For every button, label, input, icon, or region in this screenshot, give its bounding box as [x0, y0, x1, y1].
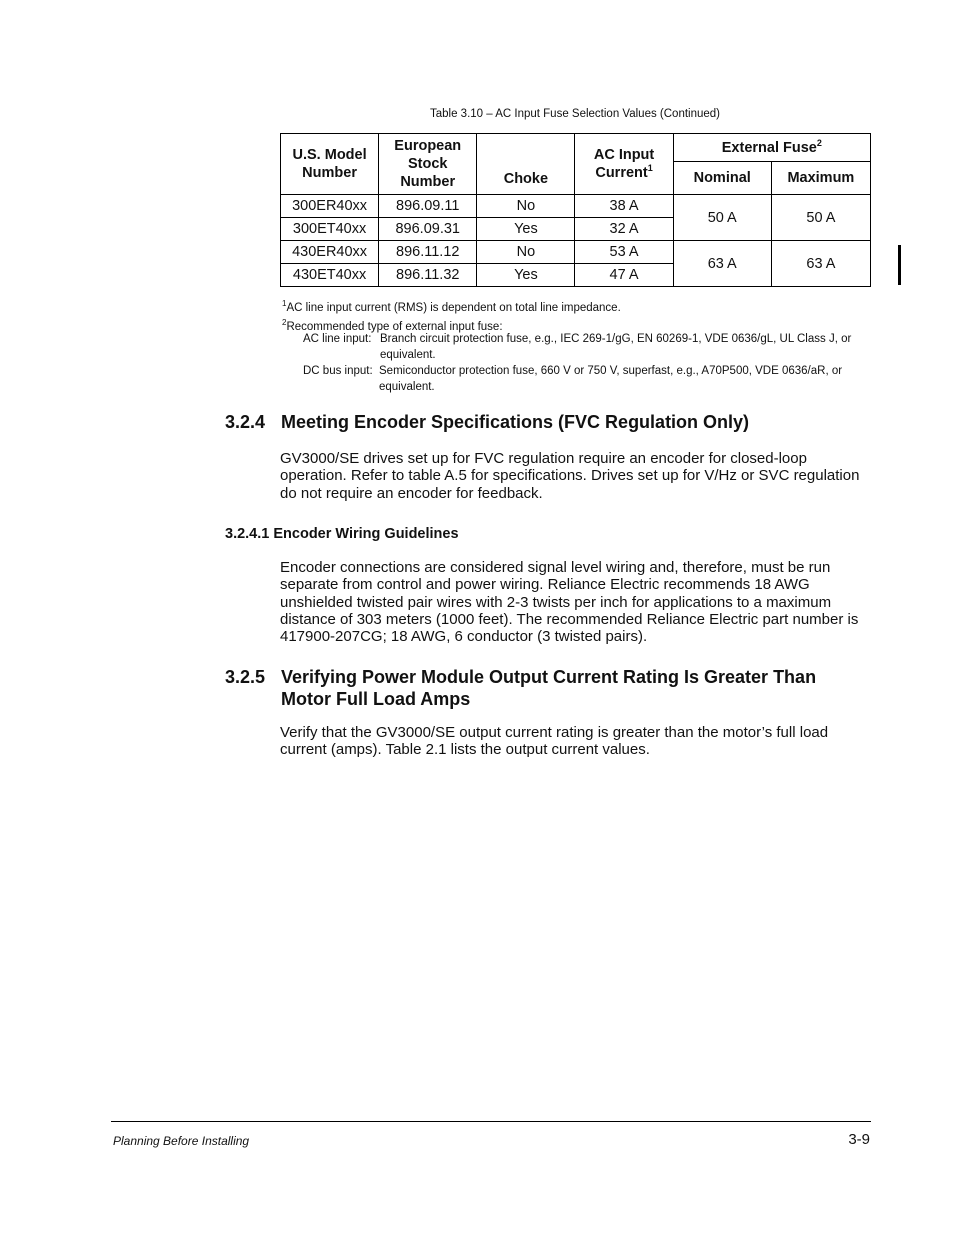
cell-maximum: 50 A: [771, 195, 870, 241]
page-number: 3-9: [848, 1131, 870, 1148]
cell-choke: Yes: [477, 264, 575, 287]
cell-european-stock: 896.09.31: [379, 218, 477, 241]
cell-us-model: 300ER40xx: [281, 195, 379, 218]
table-caption: Table 3.10 – AC Input Fuse Selection Values (Continued): [429, 108, 721, 120]
section-number: 3.2.5: [225, 667, 266, 687]
cell-choke: No: [477, 241, 575, 264]
section-heading-3-2-5: [225, 666, 875, 712]
footnote-text: Branch circuit protection fuse, e.g., IEC 269-1/gG, EN 60269-1, VDE 0636/gL, UL Class J, or equivalent.: [380, 333, 852, 361]
change-bar: [898, 245, 901, 285]
section-heading-3-2-4: [225, 411, 875, 435]
header-nominal: Nominal: [673, 162, 771, 195]
cell-us-model: 430ET40xx: [281, 264, 379, 287]
footnote-1: [282, 296, 621, 316]
footnote-label: AC line input:: [303, 333, 372, 345]
header-ac-input-current: AC Input Current$^1$: [575, 134, 673, 195]
section-body: Verify that the GV3000/SE output current rating is greater than the motor’s full load current (amps). Table 2.1 lists the output current values.: [280, 724, 829, 759]
cell-maximum: 63 A: [771, 241, 870, 287]
footnote-text: Semiconductor protection fuse, 660 V or 750 V, superfast, e.g., A70P500, VDE 0636/aR, or equivalent.: [379, 365, 843, 393]
header-european-stock: European Stock Number: [379, 134, 477, 195]
subsection-heading-3-2-4-1: 3.2.4.1 Encoder Wiring Guidelines: [225, 526, 459, 542]
footer-chapter-title: Planning Before Installing: [113, 1134, 250, 1148]
cell-ac-input-current: 38 A: [575, 195, 673, 218]
footnote-ref-2: 2: [816, 137, 822, 148]
cell-us-model: 430ER40xx: [281, 241, 379, 264]
header-choke: Choke: [477, 134, 575, 195]
cell-ac-input-current: 53 A: [575, 241, 673, 264]
cell-nominal: 63 A: [673, 241, 771, 287]
footnote-text: Recommended type of external input fuse:: [286, 320, 503, 333]
footnote-text: AC line input current (RMS) is dependent on total line impedance.: [286, 301, 621, 314]
footnote-ref-1: 1: [647, 163, 653, 174]
header-external-fuse: External Fuse$^2$: [673, 134, 870, 162]
cell-european-stock: 896.11.32: [379, 264, 477, 287]
table-row: [281, 195, 871, 218]
cell-european-stock: 896.09.11: [379, 195, 477, 218]
table-row: [281, 241, 871, 264]
section-body: GV3000/SE drives set up for FVC regulation require an encoder for closed-loop operation. Refer to table A.5 for specifications. Drives set up for V/Hz or SVC regulation do not require an encoder for feedback.: [280, 450, 860, 502]
cell-choke: No: [477, 195, 575, 218]
footnote-ac-line-input: [303, 331, 873, 363]
section-title: Verifying Power Module Output Current Rating Is Greater Than Motor Full Load Amps: [281, 667, 817, 709]
footnote-dc-bus-input: [303, 363, 873, 395]
cell-choke: Yes: [477, 218, 575, 241]
cell-ac-input-current: 32 A: [575, 218, 673, 241]
footnote-mark: 2: [282, 318, 287, 327]
footnote-label: DC bus input:: [303, 365, 373, 377]
section-title: Meeting Encoder Specifications (FVC Regulation Only): [281, 412, 750, 432]
fuse-selection-table: [280, 133, 871, 287]
cell-nominal: 50 A: [673, 195, 771, 241]
cell-ac-input-current: 47 A: [575, 264, 673, 287]
section-body: Encoder connections are considered signal level wiring and, therefore, must be run separate from control and power wiring. Reliance Electric recommends 18 AWG unshielded twisted pair wires with 2-3 twists per inch for applications to a maximum distance of 303 meters (1000 feet). The recommended Reliance Electric part number is 417900-207CG; 18 AWG, 6 conductor (3 twisted pairs).: [280, 559, 859, 646]
footer-rule: [111, 1121, 871, 1122]
section-number: 3.2.4: [225, 412, 266, 432]
cell-us-model: 300ET40xx: [281, 218, 379, 241]
header-us-model: U.S. Model Number: [281, 134, 379, 195]
header-maximum: Maximum: [771, 162, 870, 195]
footnote-mark: 1: [282, 299, 287, 308]
cell-european-stock: 896.11.12: [379, 241, 477, 264]
